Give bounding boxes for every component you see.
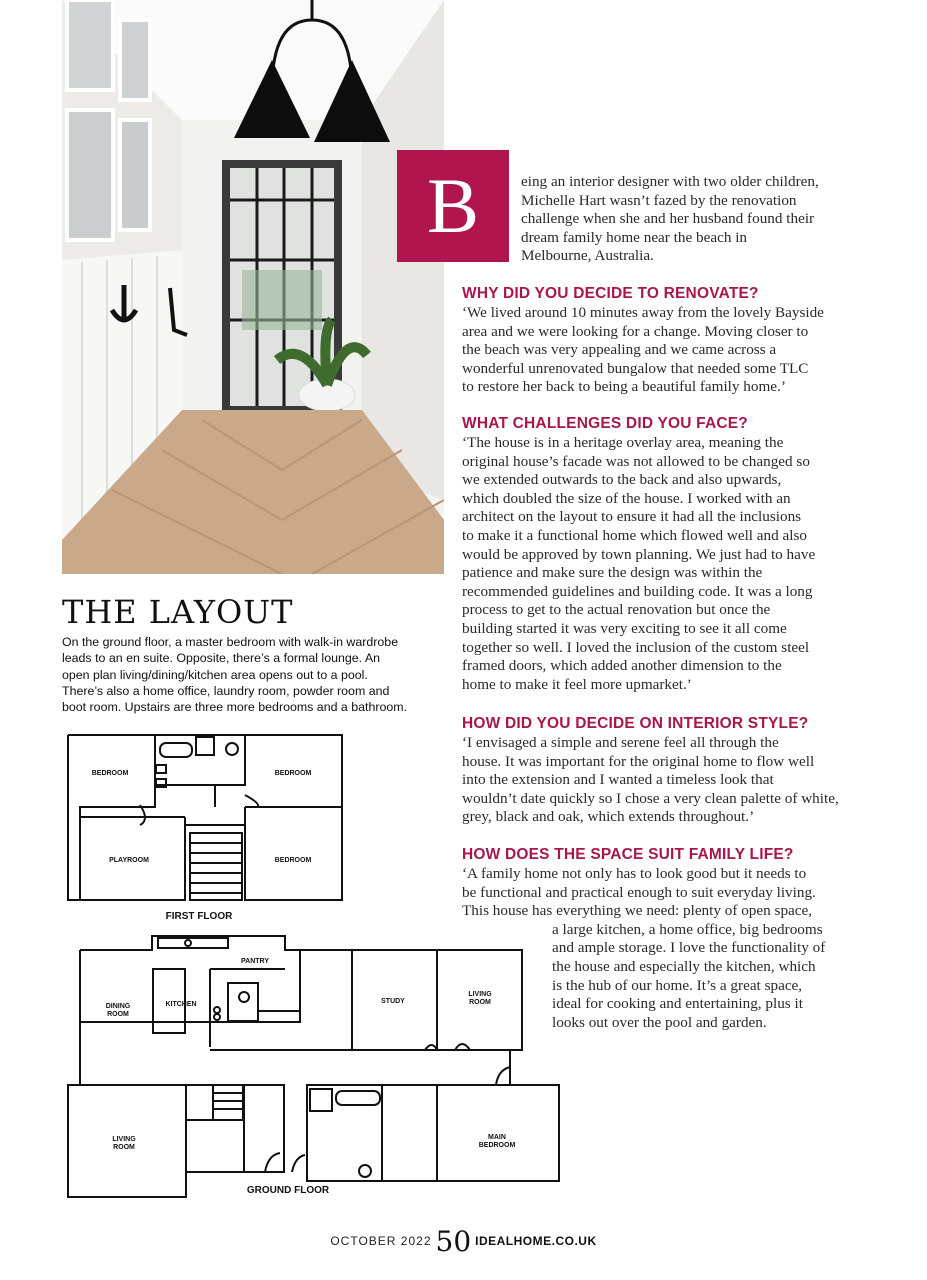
answer-line: ‘The house is in a heritage overlay area, meaning the <box>462 434 784 451</box>
layout-line: leads to an en suite. Opposite, there’s a formal lounge. An <box>62 651 380 666</box>
section-question: WHY DID YOU DECIDE TO RENOVATE? <box>462 285 759 302</box>
answer-line: to make it a functional home which flowed well and also <box>462 526 807 544</box>
page-footer <box>0 1224 927 1258</box>
answer-line: be functional and practical enough to suit everyday living. <box>462 883 816 901</box>
layout-line: There’s also a home office, laundry room, powder room and <box>62 683 390 698</box>
layout-title: THE LAYOUT <box>62 593 294 631</box>
intro-line: challenge when she and her husband found their <box>521 210 815 228</box>
room-label: PANTRY <box>241 958 269 965</box>
answer-line: architect on the layout to ensure it had all the inclusions <box>462 508 802 526</box>
answer-line: ‘I envisaged a simple and serene feel all through the <box>462 734 779 751</box>
room-label: STUDY <box>381 998 405 1005</box>
room-label: LIVING <box>112 1136 136 1143</box>
answer-line: ‘A family home not only has to look good but it needs to <box>462 865 807 882</box>
intro-line: Michelle Hart wasn’t fazed by the renovation <box>521 191 797 209</box>
layout-description <box>62 634 422 715</box>
room-label: ROOM <box>107 1011 129 1018</box>
room-label: ROOM <box>469 999 491 1006</box>
first-floor-label: FIRST FLOOR <box>165 911 233 922</box>
layout-line: boot room. Upstairs are three more bedrooms and a bathroom. <box>62 700 408 715</box>
room-label: BEDROOM <box>478 1142 516 1149</box>
answer-line: wouldn’t date quickly so I chose a very clean palette of white, <box>462 789 839 807</box>
qa-section-challenges <box>462 414 852 694</box>
answer-line: the beach was very appealing and we came across a <box>462 341 777 359</box>
answer-line: area and we were looking for a change. Moving closer to <box>462 322 809 340</box>
floor-plan <box>0 725 600 1205</box>
answer-line: the house and especially the kitchen, which <box>552 957 816 975</box>
answer-line: a large kitchen, a home office, big bedrooms <box>552 920 823 938</box>
answer-line: house. It was important for the original home to flow well <box>462 752 815 770</box>
answer-line: This house has everything we need: plenty of open space, <box>462 902 813 920</box>
answer-line: grey, black and oak, which extends throughout.’ <box>462 808 755 826</box>
answer-line: is the hub of our home. It’s a great space, <box>552 976 803 994</box>
answer-line: framed doors, which added another dimension to the <box>462 657 782 675</box>
room-label: PLAYROOM <box>109 857 149 864</box>
room-label: DINING <box>105 1003 131 1010</box>
answer-line: process to get to the actual renovation but once the <box>462 601 771 619</box>
answer-line: which doubled the size of the house. I worked with an <box>462 489 791 507</box>
answer-line: original house’s facade was not allowed to be changed so <box>462 452 810 470</box>
footer-site: IDEALHOME.CO.UK <box>475 1234 597 1248</box>
room-label: BEDROOM <box>91 770 129 777</box>
room-label: ROOM <box>113 1144 135 1151</box>
layout-line: On the ground floor, a master bedroom with walk-in wardrobe <box>62 635 399 649</box>
answer-line: looks out over the pool and garden. <box>552 1013 767 1031</box>
page-number: 50 <box>435 1224 472 1258</box>
answer-line: into the extension and I wanted a timeless look that <box>462 771 774 789</box>
answer-line: ideal for cooking and entertaining, plus it <box>552 995 803 1013</box>
answer-line: patience and make sure the design was within the <box>462 564 763 582</box>
intro-line: Melbourne, Australia. <box>521 247 654 265</box>
room-label: LIVING <box>468 991 492 998</box>
intro-line: dream family home near the beach in <box>521 228 748 246</box>
hallway-photo <box>62 0 444 574</box>
layout-line: open plan living/dining/kitchen area opens out to a pool. <box>62 667 368 682</box>
room-label: BEDROOM <box>274 770 312 777</box>
room-label: MAIN <box>488 1134 506 1141</box>
answer-line: we extended outwards to the back and also upwards, <box>462 471 782 489</box>
room-label: KITCHEN <box>165 1001 197 1008</box>
room-label: BEDROOM <box>274 857 312 864</box>
intro-line: eing an interior designer with two older children, <box>521 173 819 190</box>
answer-line: recommended guidelines and building code. It was a long <box>462 582 813 600</box>
drop-cap: B <box>397 150 509 262</box>
ground-floor-label: GROUND FLOOR <box>246 1185 330 1196</box>
answer-line: wonderful unrenovated bungalow that needed some TLC <box>462 359 809 377</box>
answer-line: would be approved by town planning. We just had to have <box>462 545 816 563</box>
footer-month: OCTOBER 2022 <box>330 1234 432 1248</box>
answer-line: and ample storage. I love the functionality of <box>552 939 826 957</box>
answer-line: ‘We lived around 10 minutes away from the lovely Bayside <box>462 304 824 321</box>
answer-line: home to make it feel more upmarket.’ <box>462 675 692 693</box>
answer-line: to restore her back to being a beautiful family home.’ <box>462 378 786 396</box>
intro-paragraph <box>521 173 851 266</box>
section-question: WHAT CHALLENGES DID YOU FACE? <box>462 415 748 432</box>
section-question: HOW DOES THE SPACE SUIT FAMILY LIFE? <box>462 846 794 863</box>
answer-line: together so well. I loved the inclusion of the custom steel <box>462 638 810 656</box>
qa-section-renovate <box>462 284 852 397</box>
section-question: HOW DID YOU DECIDE ON INTERIOR STYLE? <box>462 715 809 732</box>
answer-line: building started it was very exciting to see it all come <box>462 619 787 637</box>
